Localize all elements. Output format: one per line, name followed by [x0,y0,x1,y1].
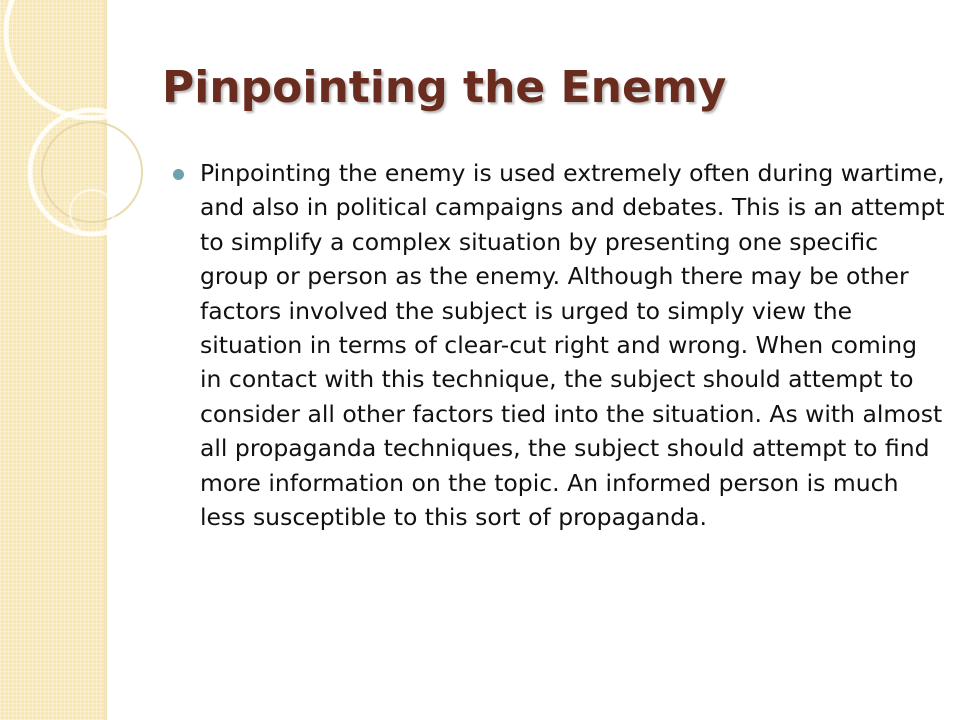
bullet-list [170,156,945,534]
ring-large-icon [6,0,178,118]
ring-inner-icon [42,122,142,222]
ring-medium-icon [30,110,154,234]
bullet-item [170,156,945,534]
bullet-dot-icon [173,169,184,180]
slide-title: Pinpointing the Enemy [162,62,727,113]
bullet-text: Pinpointing the enemy is used extremely often during wartime, and also in political campaigns and debates. This is an attempt to simplify a complex situation by presenting one specific group or person as the enemy. Although there may be other factors involved the subject is urged to simply view the situation in terms of clear-cut right and wrong. When coming in contact with this technique, the subject should attempt to consider all other factors tied into the situation. As with almost all propaganda techniques, the subject should attempt to find more information on the topic. An informed person is much less susceptible to this sort of propaganda. [200,159,945,532]
ring-small-icon [70,190,114,234]
decorative-rings-icon [0,0,180,260]
